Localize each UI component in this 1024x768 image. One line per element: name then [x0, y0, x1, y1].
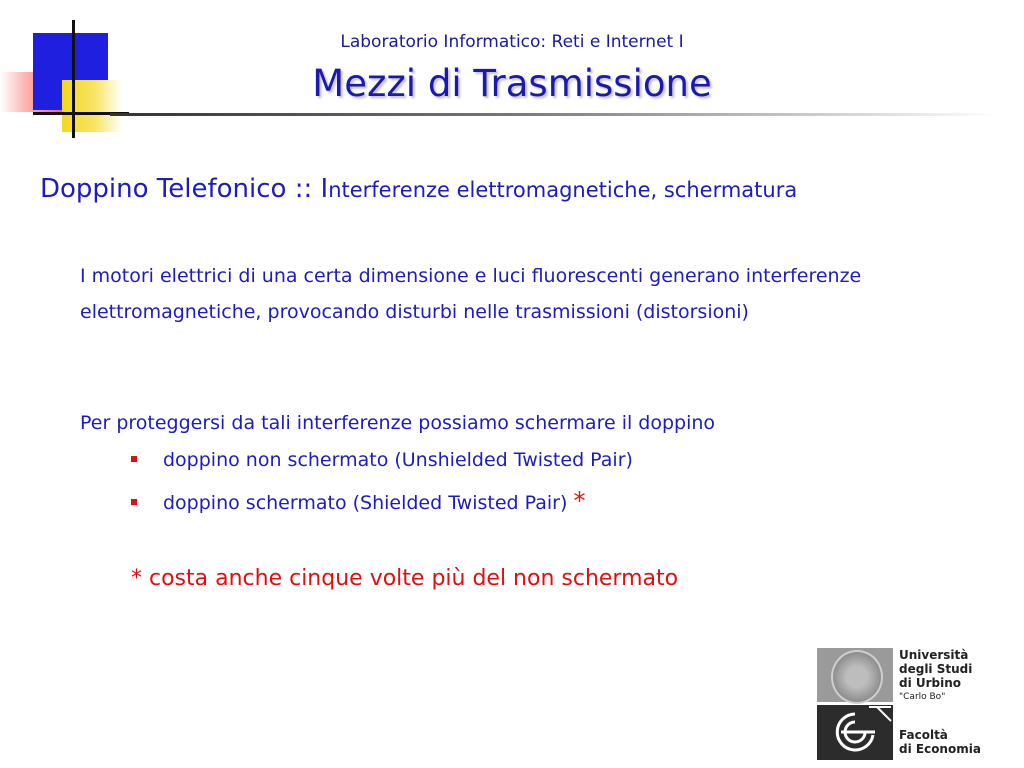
paragraph-interference: I motori elettrici di una certa dimensione e luci fluorescenti generano interferenze elettromagnetiche, provocando disturbi nelle trasmissioni (distorsioni)	[80, 265, 862, 323]
bullet-text: doppino non schermato (Unshielded Twisted Pair)	[163, 449, 633, 471]
title-rule	[110, 113, 1000, 116]
cost-note: * costa anche cinque volte più del non schermato	[131, 566, 679, 591]
heading-main: Doppino Telefonico ::	[40, 174, 321, 204]
bullet-square-icon	[131, 499, 137, 505]
list-item	[131, 449, 633, 471]
university-logo	[817, 648, 995, 760]
seal-icon	[817, 648, 893, 702]
bullet-text: doppino schermato (Shielded Twisted Pair)	[163, 492, 574, 514]
slide-title: Mezzi di Trasmissione	[312, 62, 712, 105]
section-heading	[40, 174, 797, 204]
university-name: Università degli Studi di Urbino "Carlo Bo"	[899, 648, 973, 702]
bullet-square-icon	[131, 456, 137, 462]
course-subtitle: Laboratorio Informatico: Reti e Internet I	[340, 32, 684, 52]
paragraph-shielding: Per proteggersi da tali interferenze possiamo schermare il doppino	[80, 412, 716, 434]
faculty-name: Facoltà di Economia	[899, 728, 981, 756]
list-item	[131, 487, 585, 515]
asterisk-mark: *	[573, 487, 586, 515]
heading-cap: I	[320, 174, 329, 204]
heading-rest: nterferenze elettromagnetiche, schermatura	[328, 178, 798, 202]
economia-emblem-icon	[817, 705, 893, 760]
